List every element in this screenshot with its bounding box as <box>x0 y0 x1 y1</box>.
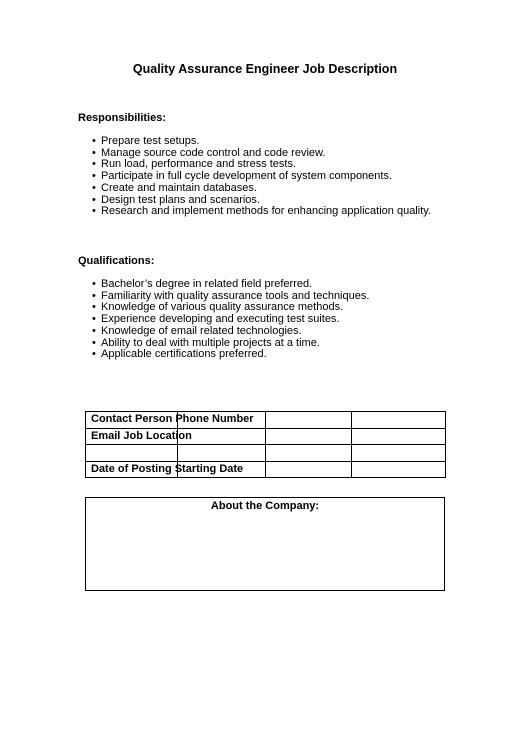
table-cell <box>266 412 352 429</box>
list-item: • Create and maintain databases. <box>92 181 257 194</box>
list-item: • Prepare test setups. <box>92 135 200 147</box>
table-row <box>86 412 446 429</box>
responsibilities-heading: Responsibilities: <box>78 112 167 124</box>
list-item: • Experience developing and executing test suites. <box>92 313 340 326</box>
table-cell <box>178 445 266 462</box>
list-item: • Participate in full cycle development of system components. <box>92 170 393 183</box>
page-title: Quality Assurance Engineer Job Description <box>132 62 398 76</box>
table-cell <box>86 445 178 462</box>
list-item: • Run load, performance and stress tests. <box>92 158 297 171</box>
list-item: • Bachelor’s degree in related field preferred. <box>92 278 313 290</box>
table-cell <box>86 412 254 429</box>
contact-info-table <box>85 411 446 478</box>
table-cell <box>352 412 446 429</box>
table-cell <box>266 461 352 478</box>
qualifications-heading: Qualifications: <box>78 255 155 267</box>
table-row <box>86 461 446 478</box>
table-cell <box>266 445 352 462</box>
list-item: • Ability to deal with multiple projects at a time. <box>92 336 320 349</box>
list-item: • Applicable certifications preferred. <box>92 348 267 361</box>
table-cell <box>266 428 352 445</box>
table-cell <box>86 461 244 478</box>
table-cell <box>352 428 446 445</box>
table-cell <box>86 428 192 445</box>
list-item: • Knowledge of email related technologies. <box>92 324 302 337</box>
table-row <box>86 428 446 445</box>
table-cell <box>352 445 446 462</box>
list-item: • Manage source code control and code review. <box>92 146 326 159</box>
table-row <box>86 445 446 462</box>
contact-person-phone-label: Contact Person Phone Number <box>91 413 254 425</box>
list-item: • Design test plans and scenarios. <box>92 193 260 206</box>
qualifications-list <box>92 279 369 361</box>
responsibilities-list <box>92 136 431 218</box>
about-company-heading: About the Company: <box>210 500 320 512</box>
table-cell <box>352 461 446 478</box>
list-item: • Knowledge of various quality assurance methods. <box>92 301 344 314</box>
list-item: • Research and implement methods for enhancing application quality. <box>92 205 431 218</box>
list-item: • Familiarity with quality assurance tools and techniques. <box>92 289 370 302</box>
about-company-box <box>85 497 445 591</box>
posting-starting-date-label: Date of Posting Starting Date <box>91 462 244 475</box>
email-job-location-label: Email Job Location <box>91 429 192 442</box>
